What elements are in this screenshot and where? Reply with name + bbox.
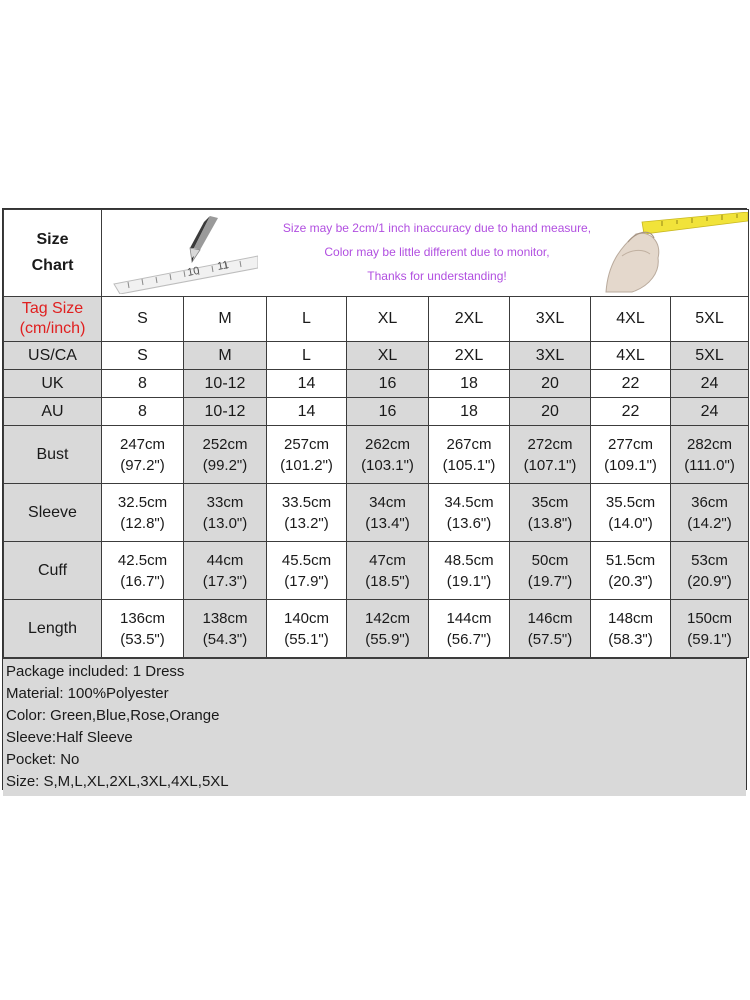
size-row — [4, 342, 749, 370]
measurement-row — [4, 542, 749, 600]
measurement-cell — [347, 484, 429, 542]
inch-value: (97.2") — [120, 456, 165, 474]
size-header-cell: L — [267, 297, 347, 342]
inch-value: (12.8") — [120, 514, 165, 532]
cm-value: 48.5cm — [444, 551, 494, 569]
size-header-cell: XL — [347, 297, 429, 342]
inch-value: (105.1") — [442, 456, 496, 474]
cm-value: 142cm — [364, 609, 411, 627]
inch-value: (17.9") — [284, 572, 329, 590]
note-line-2: Color may be little different due to monitor, — [324, 245, 550, 259]
size-cell: L — [267, 342, 347, 370]
cm-value: 35.5cm — [605, 493, 656, 511]
inch-value: (111.0") — [684, 456, 735, 474]
notes-block — [272, 216, 602, 288]
size-header-cell: M — [184, 297, 267, 342]
size-chart-title — [4, 210, 102, 297]
inch-value: (101.2") — [280, 456, 333, 474]
size-cell: 14 — [267, 398, 347, 426]
cm-value: 32.5cm — [117, 493, 168, 511]
size-row — [4, 398, 749, 426]
tag-size-label-line-1: Tag Size — [21, 300, 84, 317]
banner-row — [4, 210, 749, 297]
row-label: UK — [4, 370, 102, 398]
cm-value: 277cm — [607, 435, 654, 453]
inch-value: (19.1") — [446, 572, 492, 590]
measurement-cell — [347, 426, 429, 484]
size-cell: 16 — [347, 398, 429, 426]
cm-value: 267cm — [446, 435, 492, 453]
row-label: Sleeve — [4, 484, 102, 542]
inch-value: (56.7") — [446, 630, 492, 648]
size-header-cell: 3XL — [510, 297, 591, 342]
size-cell: 10-12 — [184, 398, 267, 426]
cm-value: 53cm — [691, 551, 728, 569]
inch-value: (54.3") — [202, 630, 248, 648]
row-label: Length — [4, 600, 102, 658]
measurement-row — [4, 484, 749, 542]
size-cell: 8 — [102, 370, 184, 398]
row-label: Bust — [4, 426, 102, 484]
measurement-cell — [510, 600, 591, 658]
pencil-ruler-icon — [108, 212, 258, 294]
measurement-cell — [591, 426, 671, 484]
info-line: Pocket: No — [6, 751, 80, 768]
size-cell: 8 — [102, 398, 184, 426]
measurement-row — [4, 600, 749, 658]
inch-value: (13.2") — [284, 514, 329, 532]
cm-value: 45.5cm — [281, 551, 332, 569]
cm-value: 138cm — [202, 609, 248, 627]
measurement-cell — [267, 600, 347, 658]
inch-value: (57.5") — [527, 630, 573, 648]
size-cell: 3XL — [510, 342, 591, 370]
info-line: Material: 100%Polyester — [6, 685, 169, 702]
inch-value: (14.0") — [608, 514, 653, 532]
inch-value: (13.0") — [202, 514, 248, 532]
inch-value: (17.3") — [202, 572, 248, 590]
banner — [102, 210, 749, 297]
measurement-cell — [510, 542, 591, 600]
ruler-mark-10: 10 — [186, 264, 201, 279]
measurement-cell — [429, 484, 510, 542]
size-cell: 22 — [591, 370, 671, 398]
inch-value: (18.5") — [365, 572, 410, 590]
cm-value: 47cm — [369, 551, 406, 569]
size-cell: 18 — [429, 370, 510, 398]
inch-value: (58.3") — [608, 630, 653, 648]
measurement-cell — [102, 600, 184, 658]
size-header-cell: 5XL — [671, 297, 749, 342]
row-label: Cuff — [4, 542, 102, 600]
cm-value: 33cm — [206, 493, 244, 511]
cm-value: 257cm — [283, 435, 330, 453]
tape-measure-icon — [602, 212, 748, 294]
inch-value: (59.1") — [687, 630, 732, 648]
measurement-cell — [347, 600, 429, 658]
inch-value: (53.5") — [120, 630, 165, 648]
inch-value: (55.9") — [365, 630, 410, 648]
size-cell: 16 — [347, 370, 429, 398]
size-row — [4, 370, 749, 398]
size-cell: S — [102, 342, 184, 370]
inch-value: (20.9") — [687, 572, 732, 590]
size-cell: 10-12 — [184, 370, 267, 398]
measurement-cell — [510, 484, 591, 542]
info-line: Size: S,M,L,XL,2XL,3XL,4XL,5XL — [6, 773, 229, 790]
cm-value: 35cm — [531, 493, 569, 511]
inch-value: (107.1") — [523, 456, 577, 474]
size-cell: 5XL — [671, 342, 749, 370]
note-line-1: Size may be 2cm/1 inch inaccuracy due to hand measure, — [282, 221, 592, 235]
size-cell: 4XL — [591, 342, 671, 370]
cm-value: 146cm — [527, 609, 573, 627]
measurement-cell — [429, 542, 510, 600]
cm-value: 33.5cm — [281, 493, 332, 511]
measurement-cell — [347, 542, 429, 600]
cm-value: 51.5cm — [605, 551, 656, 569]
measurement-cell — [184, 484, 267, 542]
measurement-cell — [671, 426, 749, 484]
cm-value: 34cm — [369, 493, 406, 511]
measurement-cell — [671, 542, 749, 600]
cm-value: 34.5cm — [444, 493, 494, 511]
measurement-cell — [591, 542, 671, 600]
size-header-cell: 4XL — [591, 297, 671, 342]
cm-value: 252cm — [202, 435, 248, 453]
measurement-cell — [184, 600, 267, 658]
size-chart-table — [3, 209, 749, 658]
inch-value: (99.2") — [202, 456, 248, 474]
cm-value: 262cm — [364, 435, 411, 453]
cm-value: 272cm — [527, 435, 573, 453]
measurement-cell — [267, 426, 347, 484]
cm-value: 247cm — [119, 435, 166, 453]
tag-size-row — [4, 297, 749, 342]
measurement-cell — [102, 426, 184, 484]
inch-value: (103.1") — [361, 456, 414, 474]
measurement-row — [4, 426, 749, 484]
inch-value: (13.8") — [527, 514, 573, 532]
title-line-1: Size — [36, 231, 69, 248]
row-label: AU — [4, 398, 102, 426]
measurement-cell — [267, 484, 347, 542]
size-header-cell: 2XL — [429, 297, 510, 342]
cm-value: 144cm — [446, 609, 492, 627]
row-label: US/CA — [4, 342, 102, 370]
measurement-cell — [671, 484, 749, 542]
size-cell: 24 — [671, 370, 749, 398]
measurement-cell — [184, 426, 267, 484]
inch-value: (19.7") — [527, 572, 573, 590]
title-line-2: Chart — [31, 257, 74, 274]
measurement-cell — [591, 600, 671, 658]
size-header-cell: S — [102, 297, 184, 342]
size-cell: M — [184, 342, 267, 370]
measurement-cell — [429, 600, 510, 658]
measurement-cell — [102, 542, 184, 600]
cm-value: 42.5cm — [117, 551, 168, 569]
cm-value: 140cm — [283, 609, 330, 627]
size-cell: XL — [347, 342, 429, 370]
size-cell: 24 — [671, 398, 749, 426]
info-line: Sleeve:Half Sleeve — [6, 729, 133, 746]
inch-value: (20.3") — [608, 572, 653, 590]
size-cell: 18 — [429, 398, 510, 426]
measurement-cell — [267, 542, 347, 600]
tag-size-label — [4, 297, 102, 342]
info-line: Color: Green,Blue,Rose,Orange — [6, 707, 220, 724]
measurement-cell — [591, 484, 671, 542]
inch-value: (13.4") — [365, 514, 410, 532]
inch-value: (55.1") — [284, 630, 329, 648]
inch-value: (109.1") — [604, 456, 657, 474]
cm-value: 150cm — [686, 609, 733, 627]
inch-value: (14.2") — [687, 514, 732, 532]
size-cell: 20 — [510, 398, 591, 426]
note-line-3: Thanks for understanding! — [367, 269, 507, 283]
tag-size-label-line-2: (cm/inch) — [19, 320, 86, 337]
inch-value: (13.6") — [446, 514, 492, 532]
measurement-cell — [671, 600, 749, 658]
size-cell: 20 — [510, 370, 591, 398]
info-line: Package included: 1 Dress — [6, 663, 185, 680]
cm-value: 50cm — [531, 551, 569, 569]
cm-value: 148cm — [607, 609, 654, 627]
cm-value: 36cm — [691, 493, 728, 511]
inch-value: (16.7") — [120, 572, 165, 590]
size-chart-sheet — [2, 208, 747, 790]
size-cell: 22 — [591, 398, 671, 426]
cm-value: 136cm — [119, 609, 166, 627]
cm-value: 282cm — [686, 435, 733, 453]
cm-value: 44cm — [206, 551, 244, 569]
size-cell: 2XL — [429, 342, 510, 370]
measurement-cell — [184, 542, 267, 600]
size-cell: 14 — [267, 370, 347, 398]
measurement-cell — [102, 484, 184, 542]
measurement-cell — [429, 426, 510, 484]
product-info-block — [3, 658, 746, 796]
measurement-cell — [510, 426, 591, 484]
ruler-mark-11: 11 — [216, 258, 230, 273]
